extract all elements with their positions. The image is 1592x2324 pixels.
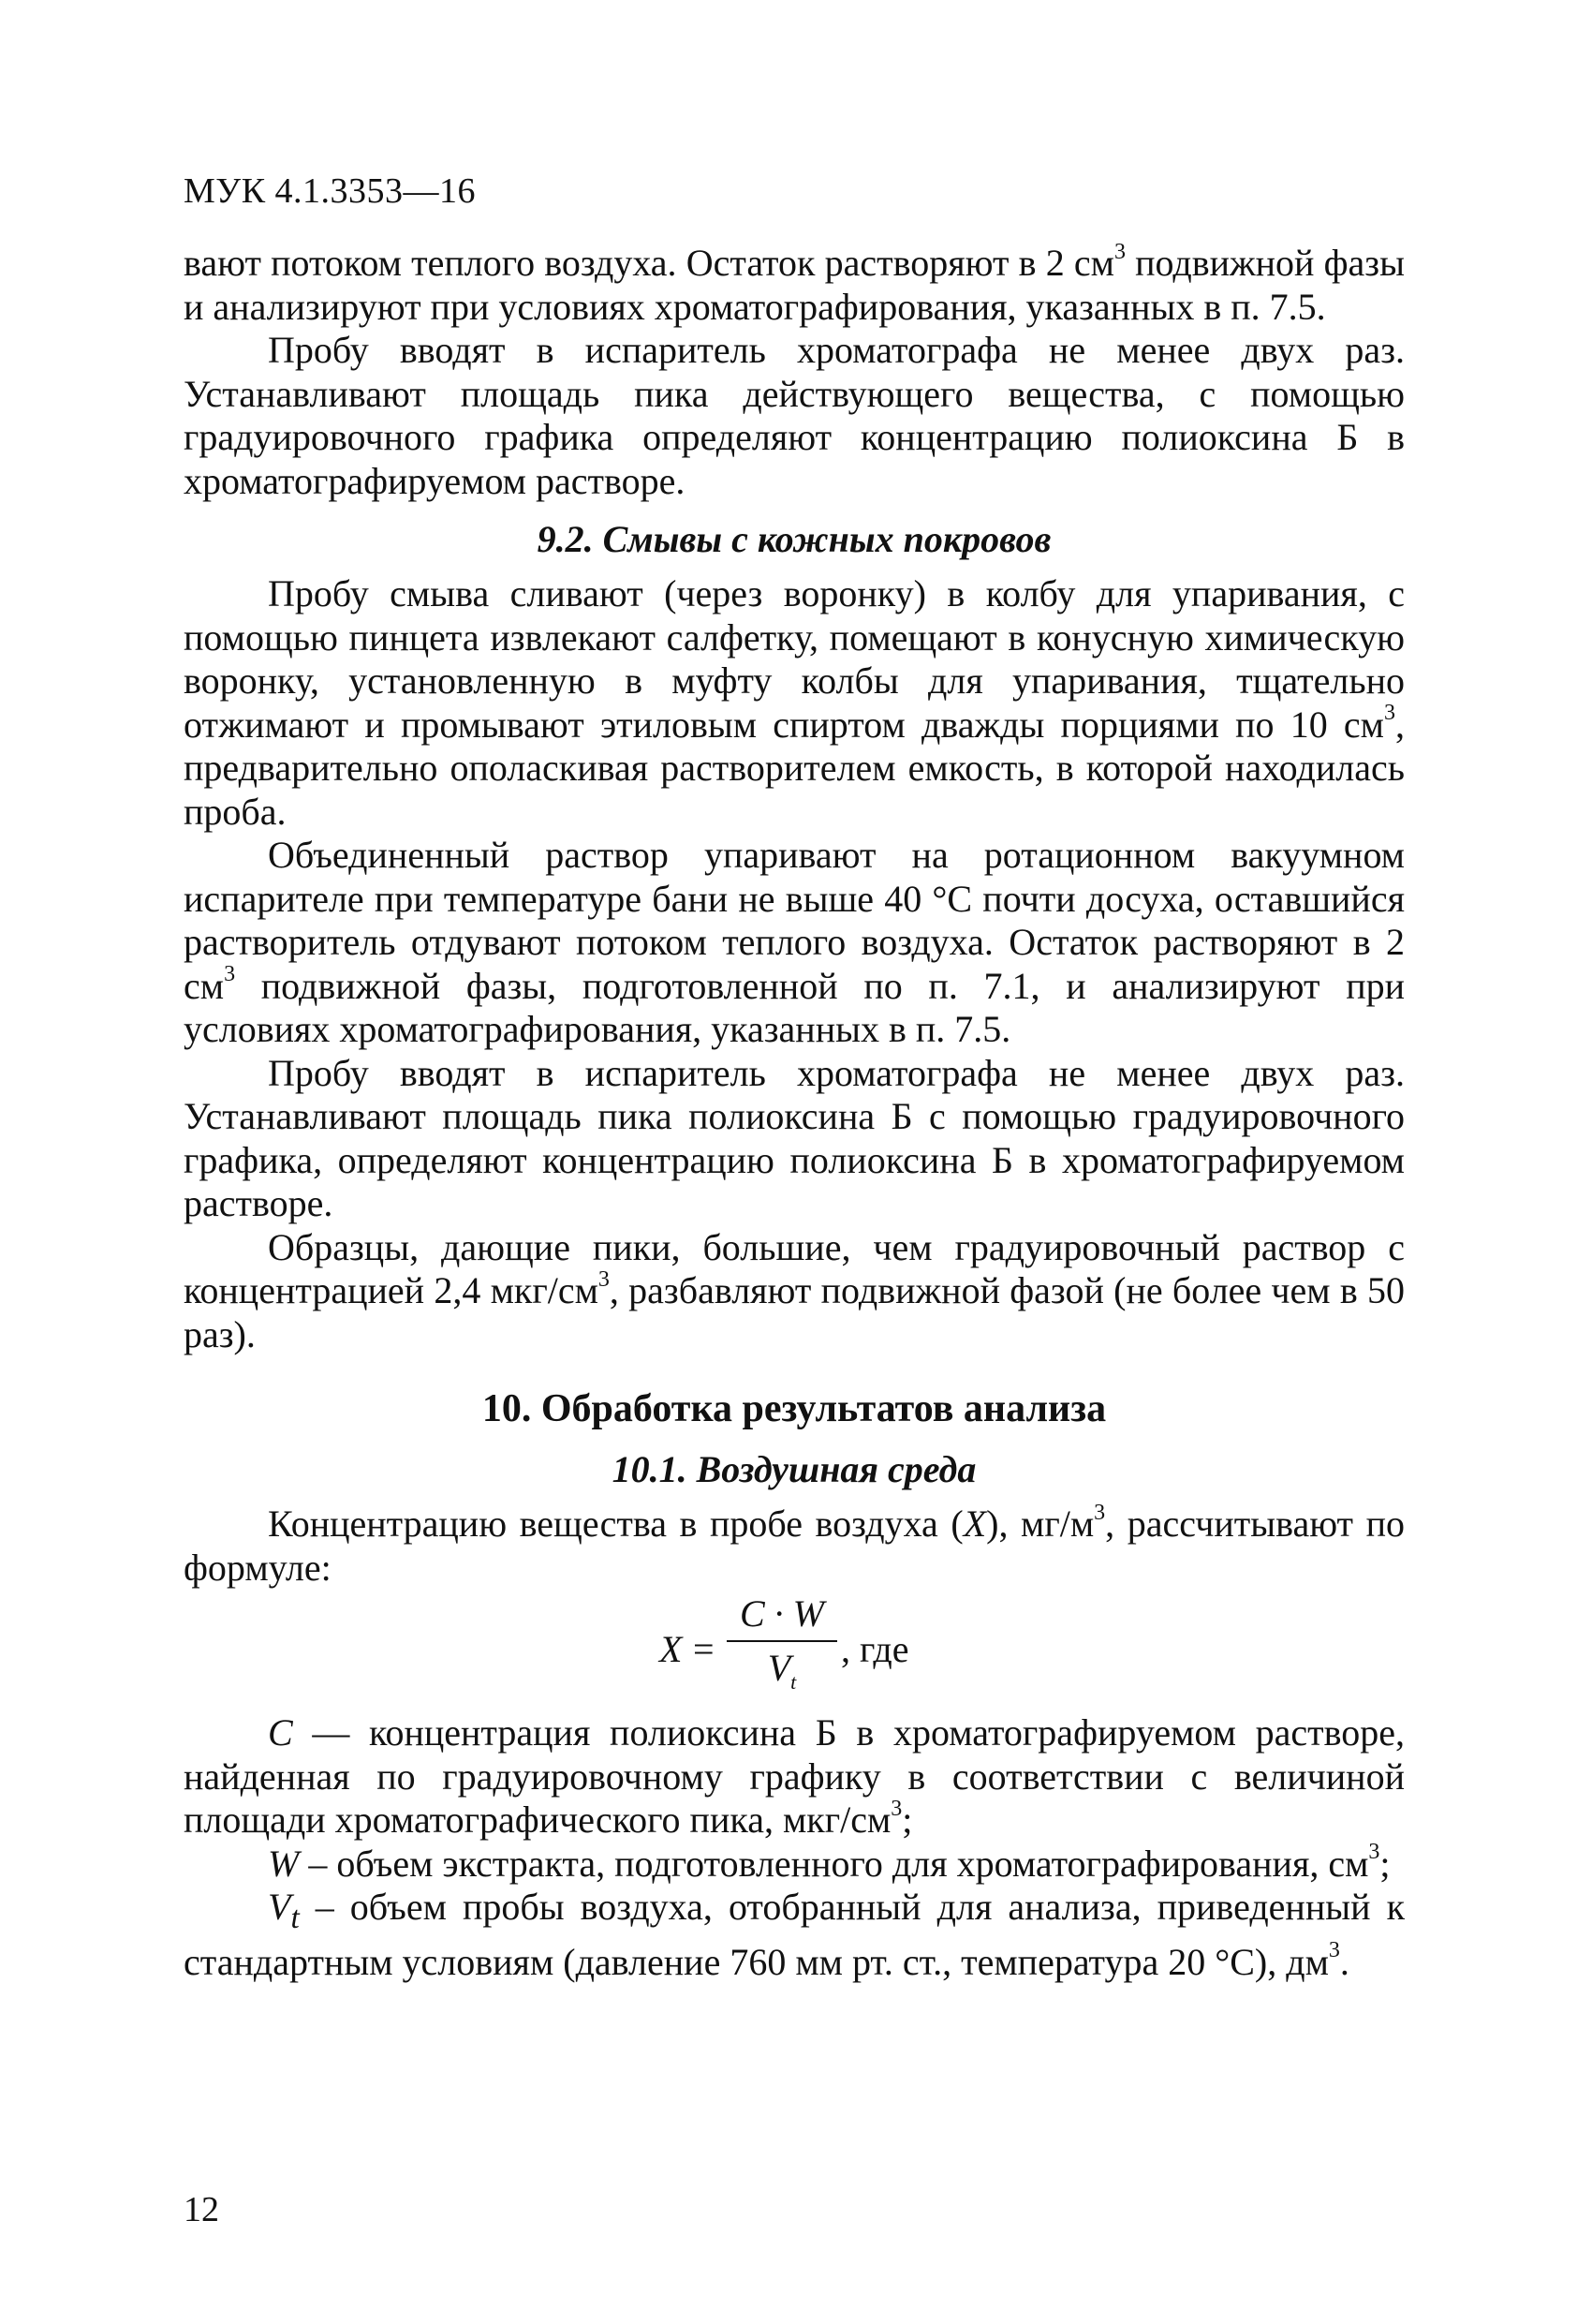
definition-w: W – объем экстракта, подготовленного для хроматографирования, $см^3$; [268, 1840, 1391, 1885]
formula-equals: = [693, 1628, 715, 1670]
concentration-formula [184, 1593, 1405, 1706]
definition-c: C — концентрация полиоксина Б в хроматографируемом растворе, найденная по градуировочному графику в соответствии с величиной площади хроматографического пика, мкг/$см^3$; [184, 1711, 1405, 1841]
formula-numerator: C · W [740, 1592, 824, 1635]
formula-fraction [727, 1593, 837, 1703]
formula-suffix: , где [841, 1628, 909, 1670]
formula-lhs: X [659, 1628, 683, 1670]
paragraph-peak-area: Пробу вводят в испаритель хроматографа не менее двух раз. Устанавливают площадь пика полиоксина Б с помощью градуировочного графика, определяют концентрацию полиоксина Б в хроматографируемом растворе. [184, 1051, 1405, 1224]
document-code-header: МУК 4.1.3353—16 [184, 171, 477, 211]
paragraph-wash-sample: Пробу смыва сливают (через воронку) в колбу для упаривания, с помощью пинцета извлекают салфетку, помещают в конусную химическую воронку, установленную в муфту колбы для упаривания, тщательно отжимают и промывают этиловым спиртом дважды порциями по 10 $см^3$, предварительно ополаскивая растворителем емкость, в которой находилась проба. [184, 572, 1405, 833]
paragraph-evaporation: Объединенный раствор упаривают на ротационном вакуумном испарителе при температуре бани не выше 40 °С почти досуха, оставшийся растворитель отдувают потоком теплого воздуха. Остаток растворяют в 2 $см^3$ подвижной фазы, подготовленной по п. 7.1, и анализируют при условиях хроматографирования, указанных в п. 7.5. [184, 834, 1405, 1050]
formula-fraction-bar [727, 1640, 837, 1642]
definition-vt: $V_t$ – объем пробы воздуха, отобранный для анализа, приведенный к стандартным условиям (давление 760 мм рт. ст., температура 20 °С), $дм^3$. [184, 1886, 1405, 1983]
subsection-title-10-1: 10.1. Воздушная среда [612, 1448, 977, 1490]
formula-denominator: $V_t$ [767, 1647, 797, 1694]
page-number: 12 [184, 2190, 219, 2229]
document-page [184, 169, 1405, 1984]
paragraph-dilution: Образцы, дающие пики, большие, чем градуировочный раствор с концентрацией 2,4 мкг/$см^3$, разбавляют подвижной фазой (не более чем в 50 раз). [184, 1225, 1405, 1355]
subsection-title-9-2: 9.2. Смывы с кожных покровов [537, 518, 1052, 560]
section-title-10: 10. Обработка результатов анализа [481, 1387, 1107, 1430]
paragraph-injection: Пробу вводят в испаритель хроматографа не менее двух раз. Устанавливают площадь пика действующего вещества, с помощью градуировочного графика определяют концентрацию полиоксина Б в хроматографируемом растворе. [184, 329, 1405, 502]
paragraph-formula-intro: Концентрацию вещества в пробе воздуха (X), $мг/м^3$, рассчитывают по формуле: [184, 1500, 1406, 1589]
paragraph-continuation: вают потоком теплого воздуха. Остаток растворяют в 2 $см^3$ подвижной фазы и анализируют при условиях хроматографирования, указанных в п. 7.5. [184, 239, 1405, 328]
